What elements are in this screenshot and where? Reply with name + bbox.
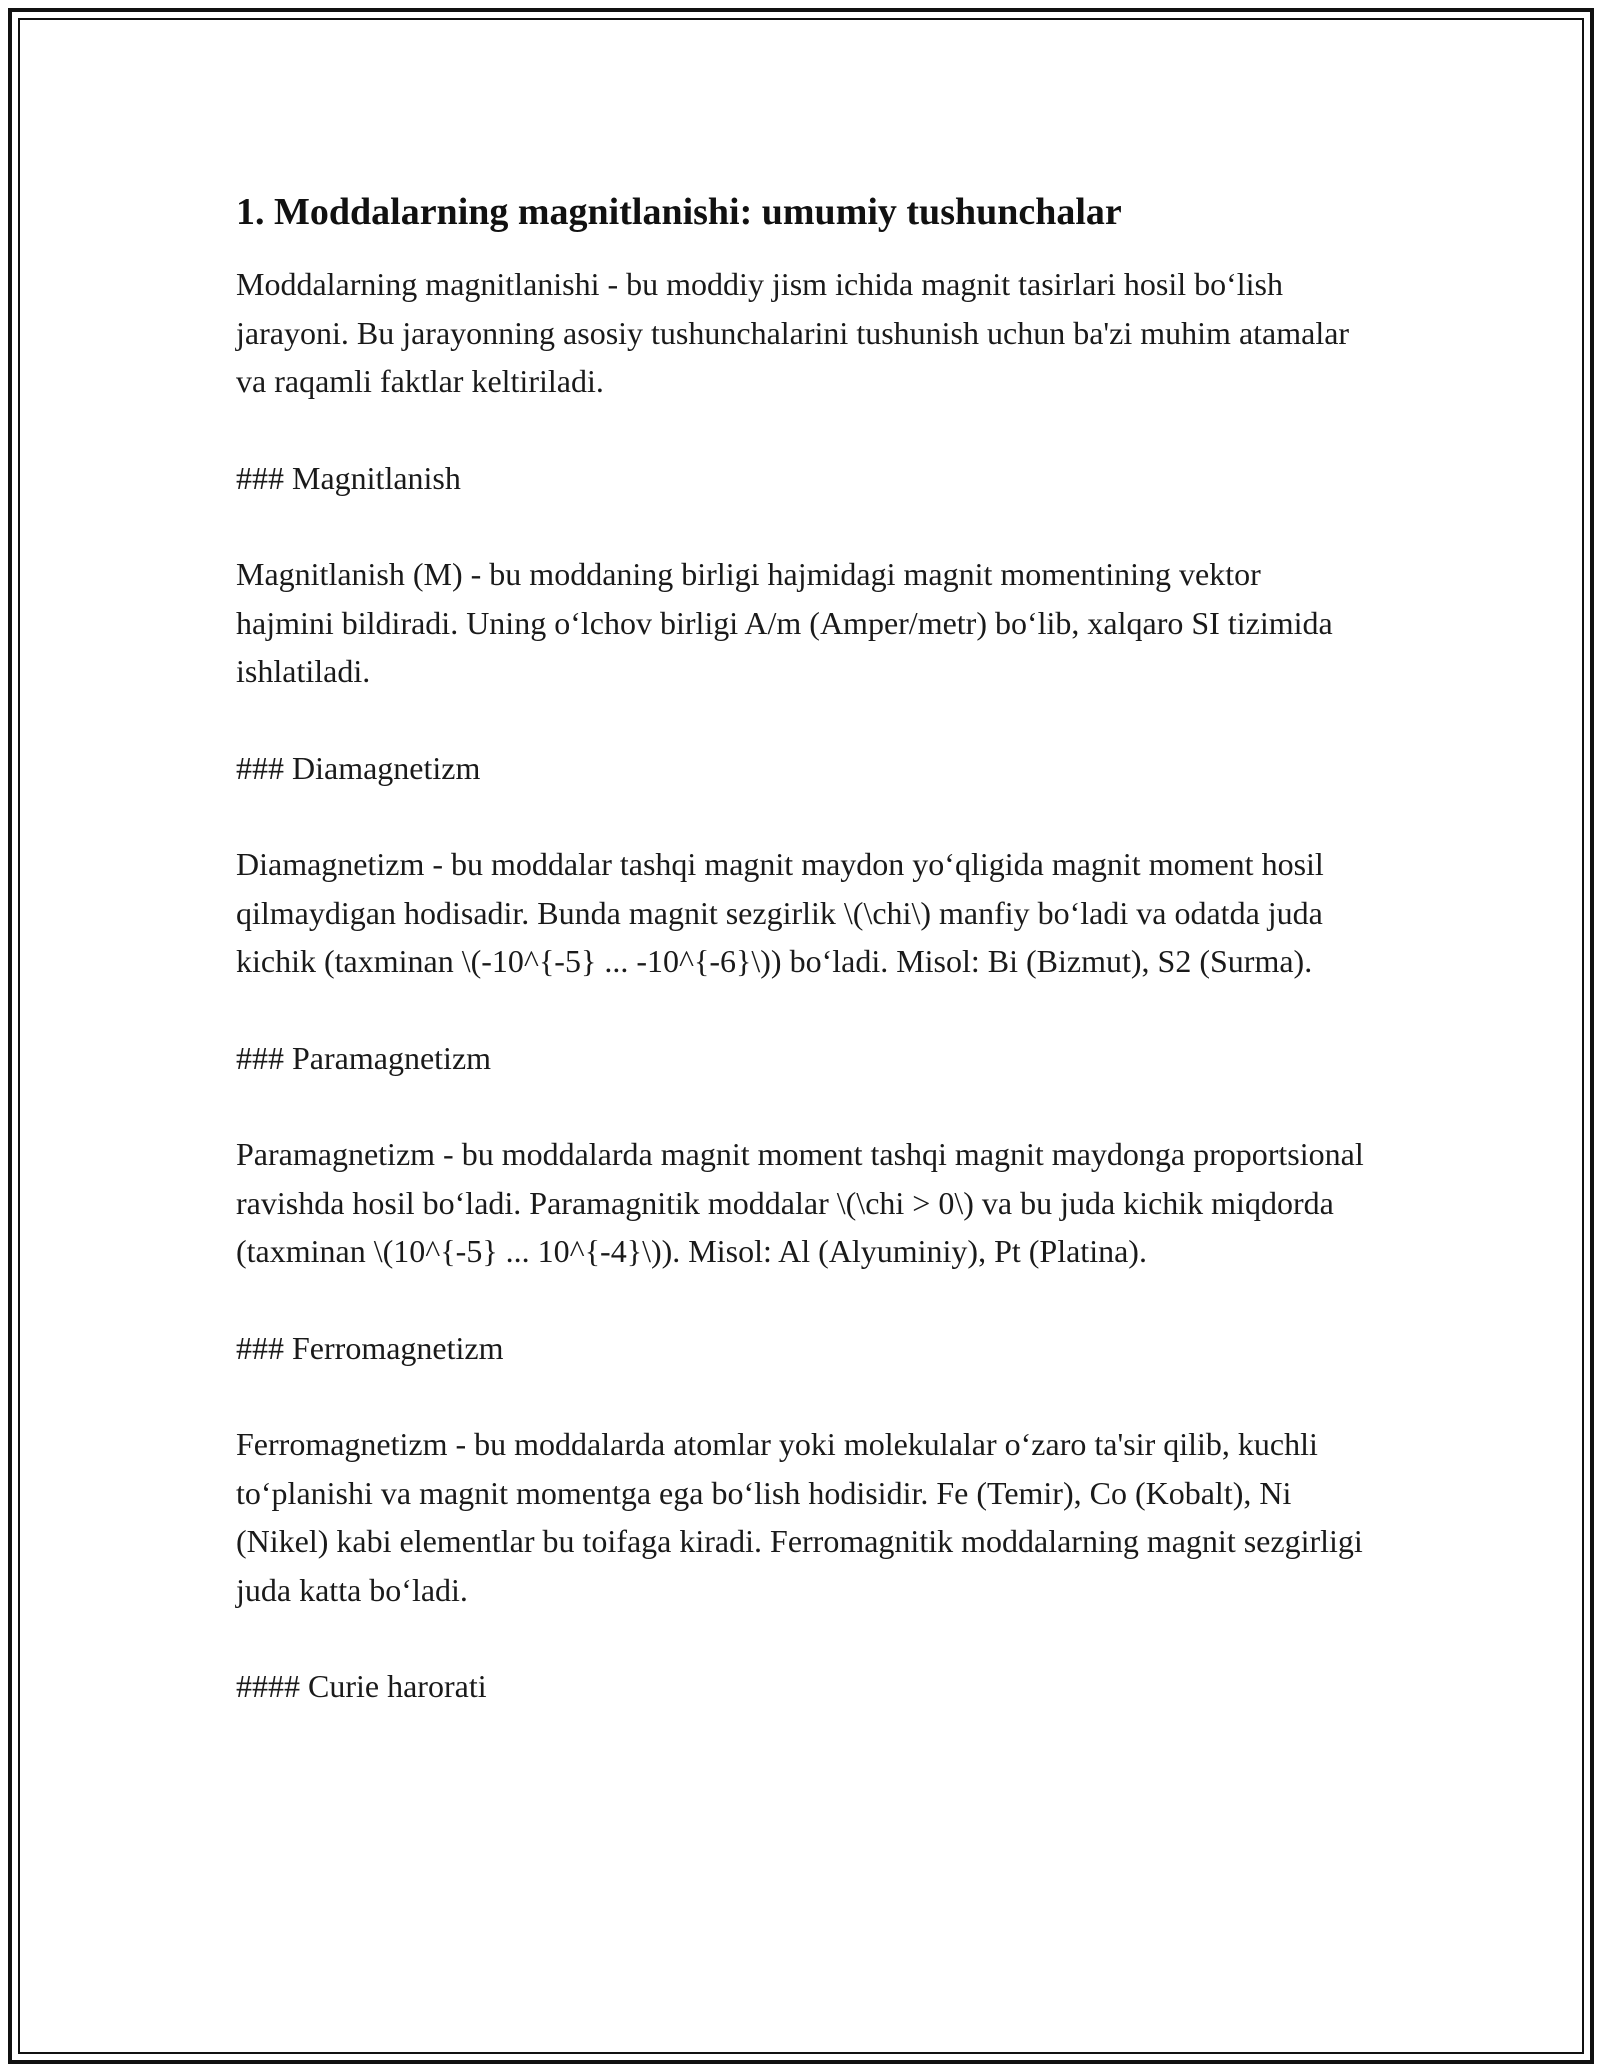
section-body-ferromagnetizm: Ferromagnetizm - bu moddalarda atomlar yoki molekulalar o‘zaro ta'sir qilib, kuchli to‘planishi va magnit momentga ega bo‘lish hodisidir. Fe (Temir), Co (Kobalt), Ni (Nikel) kabi elementlar bu toifaga kiradi. Ferromagnitik moddalarning magnit sezgirligi juda katta bo‘ladi. — [236, 1426, 1363, 1608]
section-body-magnitlanish: Magnitlanish (M) - bu moddaning birligi hajmidagi magnit momentining vektor hajmini bildiradi. Uning o‘lchov birligi A/m (Amper/metr) bo‘lib, xalqaro SI tizimida ishlatiladi. — [236, 556, 1333, 689]
intro-paragraph: Moddalarning magnitlanishi - bu moddiy jism ichida magnit tasirlari hosil bo‘lish jarayoni. Bu jarayonning asosiy tushunchalarini tushunish uchun ba'zi muhim atamalar va raqamli faktlar keltiriladi. — [236, 266, 1350, 399]
section-heading-magnitlanish: ### Magnitlanish — [236, 459, 461, 496]
section-heading-paramagnetizm: ### Paramagnetizm — [236, 1039, 492, 1076]
document-body — [236, 186, 1366, 1759]
document-title: 1. Moddalarning magnitlanishi: umumiy tushunchalar — [236, 191, 1122, 233]
section-heading-ferromagnetizm: ### Ferromagnetizm — [236, 1329, 504, 1366]
section-body-paramagnetizm: Paramagnetizm - bu moddalarda magnit moment tashqi magnit maydonga proportsional ravishda hosil bo‘ladi. Paramagnitik moddalar \(\chi > 0\) va bu juda kichik miqdorda (taxminan \(10^{-5} ... 10^{-4}\)). Misol: Al (Alyuminiy), Pt (Platina). — [236, 1136, 1364, 1269]
section-heading-curie-harorati: #### Curie harorati — [236, 1668, 487, 1704]
section-body-diamagnetizm: Diamagnetizm - bu moddalar tashqi magnit maydon yo‘qligida magnit moment hosil qilmaydigan hodisadir. Bunda magnit sezgirlik \(\chi\) manfiy bo‘ladi va odatda juda kichik (taxminan \(-10^{-5} ... -10^{-6}\)) bo‘ladi. Misol: Bi (Bizmut), S2 (Surma). — [236, 846, 1324, 979]
section-heading-diamagnetizm: ### Diamagnetizm — [236, 749, 481, 786]
